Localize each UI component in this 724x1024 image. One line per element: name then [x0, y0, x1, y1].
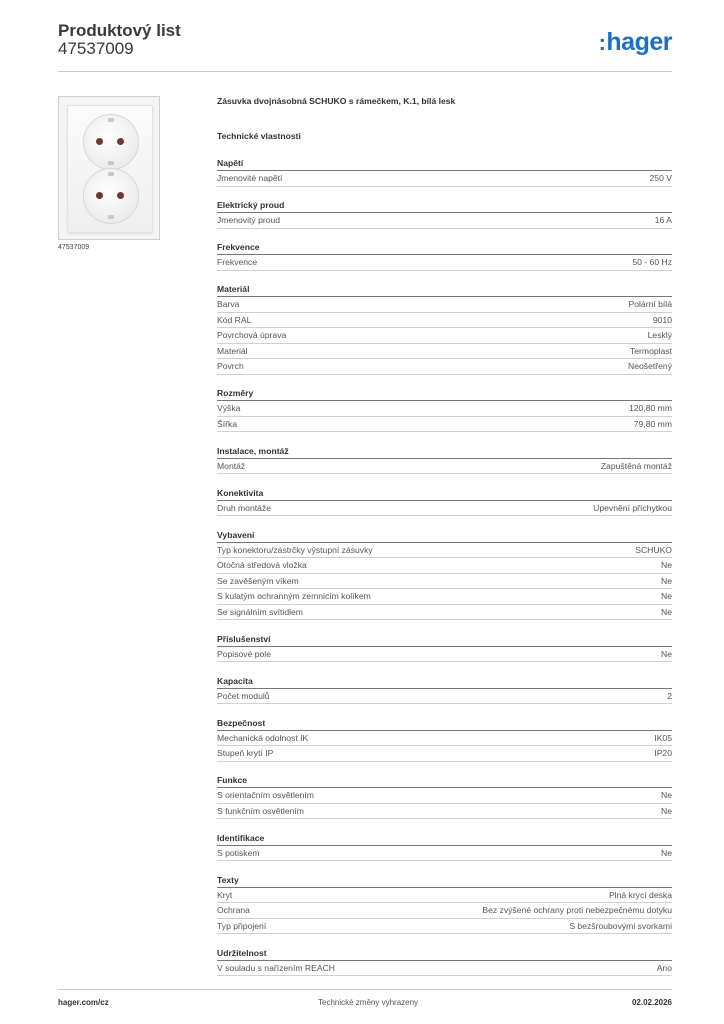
group-spacer	[217, 704, 672, 713]
spec-row	[217, 344, 672, 360]
page-title: Produktový list	[58, 21, 181, 40]
spec-group	[217, 870, 672, 935]
group-spacer	[217, 271, 672, 280]
spec-value: SCHUKO	[635, 544, 672, 555]
spec-label: S funkčním osvětlením	[217, 805, 304, 816]
spec-group-title: Kapacita	[217, 671, 672, 689]
spec-label: Šířka	[217, 418, 238, 429]
earth-contact	[108, 118, 114, 122]
spec-row	[217, 543, 672, 559]
spec-group	[217, 195, 672, 229]
spec-label: Jmenovitý proud	[217, 215, 281, 226]
logo-colon: :	[598, 30, 606, 55]
spec-value: Termoplast	[629, 345, 672, 356]
spec-group-title: Napětí	[217, 153, 672, 171]
spec-row	[217, 788, 672, 804]
spec-row	[217, 255, 672, 271]
spec-group	[217, 441, 672, 475]
spec-group-title: Instalace, montáž	[217, 441, 672, 459]
spec-group-title: Materiál	[217, 279, 672, 297]
spec-value: Bez zvýšené ochrany proti nebezpečnému dotyku	[482, 905, 672, 916]
spec-label: Výška	[217, 403, 241, 414]
spec-label: V souladu s nařízením REACH	[217, 962, 335, 973]
group-spacer	[217, 516, 672, 525]
group-spacer	[217, 375, 672, 384]
spec-label: Barva	[217, 299, 240, 310]
hager-logo[interactable]	[599, 28, 672, 57]
spec-row	[217, 647, 672, 663]
spec-value: Ne	[661, 790, 672, 801]
spec-label: Počet modulů	[217, 690, 270, 701]
group-spacer	[217, 861, 672, 870]
spec-value: Lesklý	[647, 330, 672, 341]
spec-label: Povrch	[217, 361, 244, 372]
spec-group-title: Funkce	[217, 770, 672, 788]
spec-value: Ne	[661, 648, 672, 659]
spec-row	[217, 417, 672, 433]
socket-frame	[67, 105, 153, 233]
spec-value: Neošetřený	[628, 361, 672, 372]
spec-label: Stupeň krytí IP	[217, 748, 274, 759]
spec-row	[217, 903, 672, 919]
footer-date: 02.02.2026	[631, 998, 672, 1007]
spec-label: Mechanická odolnost IK	[217, 732, 309, 743]
spec-row	[217, 359, 672, 375]
spec-row	[217, 589, 672, 605]
spec-group	[217, 828, 672, 862]
footer-website-link[interactable]: hager.com/cz	[58, 998, 109, 1007]
spec-value: 2	[667, 690, 672, 701]
spec-row	[217, 888, 672, 904]
spec-value: 120,80 mm	[629, 403, 672, 414]
spec-label: Se signálním svítidlem	[217, 606, 303, 617]
earth-contact	[108, 172, 114, 176]
spec-row	[217, 213, 672, 229]
socket-hole	[96, 192, 103, 199]
spec-label: Typ připojení	[217, 920, 267, 931]
spec-value: IP20	[654, 748, 672, 759]
spec-value: Zapuštěná montáž	[600, 460, 672, 471]
spec-value: Ne	[661, 591, 672, 602]
spec-label: Druh montáže	[217, 502, 271, 513]
spec-group	[217, 383, 672, 432]
spec-row	[217, 746, 672, 762]
spec-value: Ne	[661, 847, 672, 858]
group-spacer	[217, 662, 672, 671]
spec-group-title: Texty	[217, 870, 672, 888]
socket-outlet-bottom	[83, 168, 139, 224]
footer-notice: Technické změny vyhrazeny	[318, 998, 419, 1007]
spec-label: Kód RAL	[217, 314, 252, 325]
spec-group	[217, 629, 672, 663]
spec-row	[217, 328, 672, 344]
spec-label: Popisové pole	[217, 648, 271, 659]
spec-value: 250 V	[649, 173, 672, 184]
spec-value: IK05	[654, 732, 672, 743]
spec-row	[217, 919, 672, 935]
spec-group-title: Frekvence	[217, 237, 672, 255]
spec-row	[217, 846, 672, 862]
spec-group	[217, 671, 672, 705]
spec-row	[217, 401, 672, 417]
spec-row	[217, 605, 672, 621]
spec-group	[217, 770, 672, 819]
spec-group-title: Elektrický proud	[217, 195, 672, 213]
spec-group-title: Identifikace	[217, 828, 672, 846]
spec-group	[217, 943, 672, 977]
product-name: Zásuvka dvojnásobná SCHUKO s rámečkem, K.1, bílá lesk	[217, 96, 456, 106]
spec-group	[217, 237, 672, 271]
spec-label: S orientačním osvětlením	[217, 790, 314, 801]
logo-text: hager	[606, 28, 672, 56]
spec-row	[217, 574, 672, 590]
header-divider	[58, 71, 672, 72]
spec-row	[217, 961, 672, 977]
group-spacer	[217, 187, 672, 196]
spec-row	[217, 689, 672, 705]
group-spacer	[217, 474, 672, 483]
group-spacer	[217, 620, 672, 629]
spec-label: Frekvence	[217, 257, 258, 268]
spec-value: Ne	[661, 805, 672, 816]
spec-group	[217, 279, 672, 375]
spec-group	[217, 153, 672, 187]
spec-group	[217, 525, 672, 621]
spec-row	[217, 459, 672, 475]
spec-label: Otočná středová vložka	[217, 560, 307, 571]
socket-hole	[117, 138, 124, 145]
double-schuko-socket-image	[58, 96, 160, 240]
spec-label: Jmenovité napětí	[217, 173, 283, 184]
spec-label: S kulatým ochranným zemnicím kolíkem	[217, 591, 371, 602]
group-spacer	[217, 762, 672, 771]
spec-value: S bezšroubovými svorkami	[569, 920, 672, 931]
spec-row	[217, 297, 672, 313]
group-spacer	[217, 934, 672, 943]
spec-group-title: Konektivita	[217, 483, 672, 501]
group-spacer	[217, 432, 672, 441]
spec-value: 16 A	[654, 215, 672, 226]
spec-value: 79,80 mm	[633, 418, 672, 429]
spec-value: Plná krycí deska	[608, 889, 672, 900]
spec-label: Montáž	[217, 460, 246, 471]
spec-row	[217, 558, 672, 574]
spec-label: Typ konektoru/zástrčky výstupní zásuvky	[217, 544, 373, 555]
group-spacer	[217, 819, 672, 828]
spec-value: Polární bílá	[628, 299, 672, 310]
spec-groups	[217, 153, 672, 976]
spec-row	[217, 501, 672, 517]
spec-group-title: Vybavení	[217, 525, 672, 543]
spec-label: Povrchová úprava	[217, 330, 287, 341]
spec-value: Ne	[661, 606, 672, 617]
spec-value: Upevnění příchytkou	[593, 502, 672, 513]
socket-hole	[117, 192, 124, 199]
spec-value: Ne	[661, 575, 672, 586]
spec-value: Ne	[661, 560, 672, 571]
spec-row	[217, 731, 672, 747]
spec-group	[217, 483, 672, 517]
spec-group-title: Příslušenství	[217, 629, 672, 647]
image-caption: 47537009	[58, 244, 90, 251]
spec-group	[217, 713, 672, 762]
socket-hole	[96, 138, 103, 145]
product-code: 47537009	[58, 39, 134, 58]
spec-value: Ano	[656, 962, 672, 973]
footer-divider	[58, 989, 672, 990]
spec-value: 50 - 60 Hz	[632, 257, 672, 268]
socket-outlet-top	[83, 114, 139, 170]
section-title: Technické vlastnosti	[217, 131, 301, 141]
earth-contact	[108, 215, 114, 219]
spec-value: 9010	[652, 314, 672, 325]
group-spacer	[217, 229, 672, 238]
spec-label: Materiál	[217, 345, 248, 356]
spec-label: Se zavěšeným víkem	[217, 575, 299, 586]
spec-row	[217, 804, 672, 820]
spec-group-title: Rozměry	[217, 383, 672, 401]
spec-row	[217, 313, 672, 329]
spec-label: Ochrana	[217, 905, 250, 916]
spec-label: S potiskem	[217, 847, 260, 858]
spec-group-title: Udržitelnost	[217, 943, 672, 961]
spec-label: Kryt	[217, 889, 233, 900]
spec-row	[217, 171, 672, 187]
earth-contact	[108, 161, 114, 165]
spec-group-title: Bezpečnost	[217, 713, 672, 731]
